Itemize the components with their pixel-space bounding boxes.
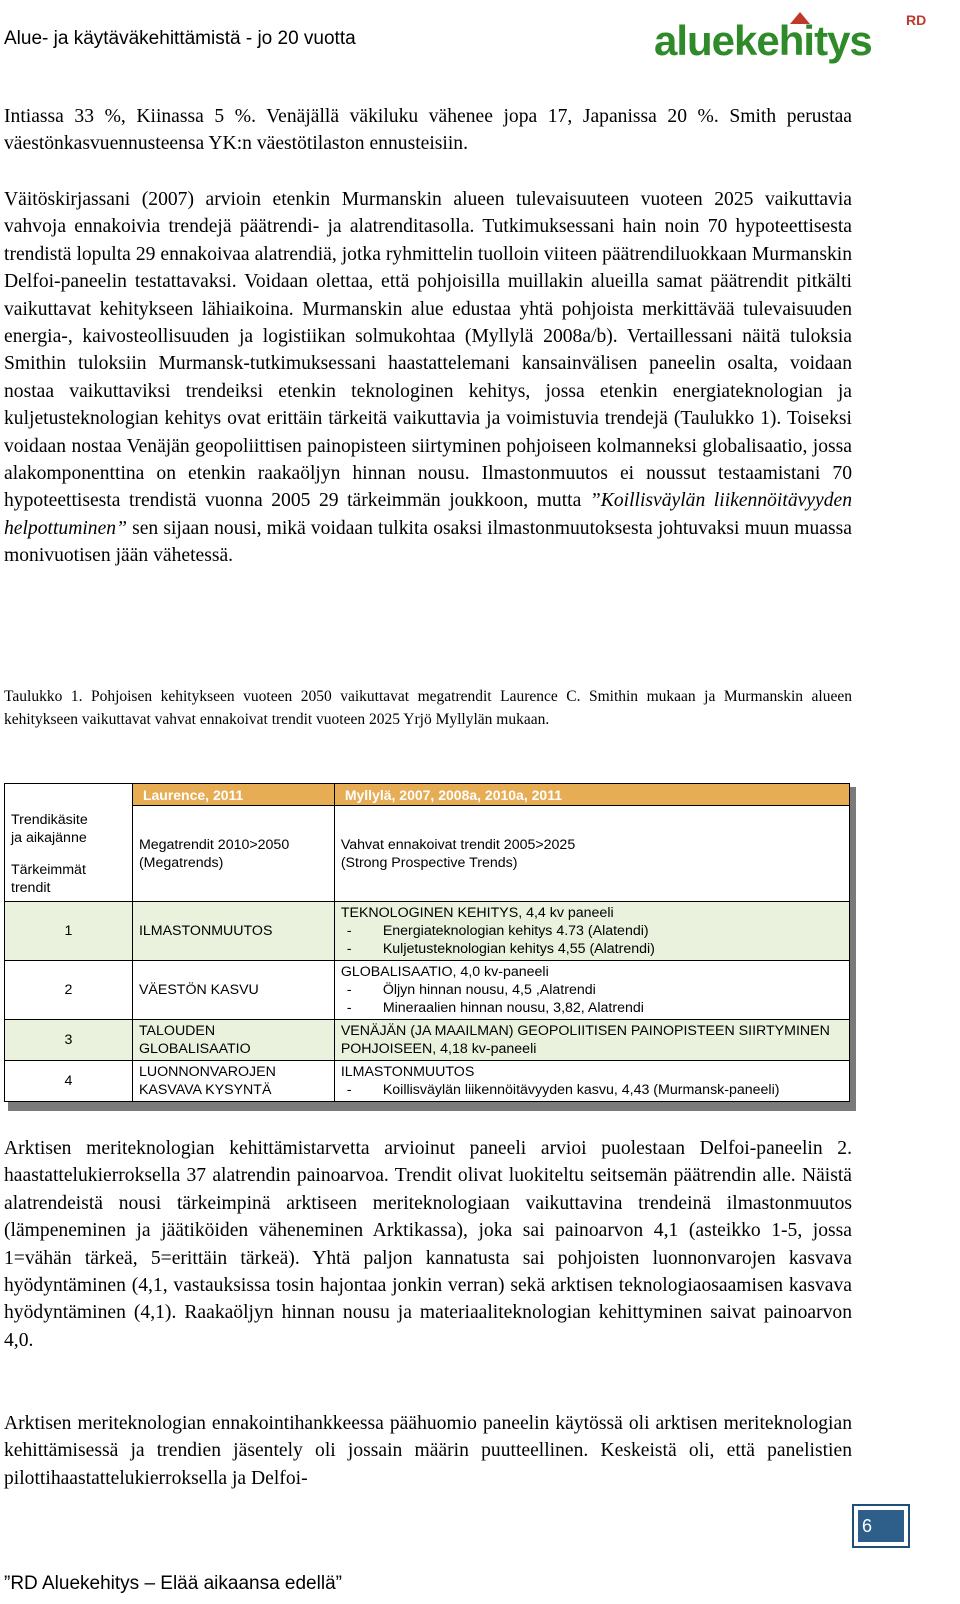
paragraph-2	[4, 186, 852, 570]
header-title: Alue- ja käytäväkehittämistä - jo 20 vuotta	[4, 28, 356, 49]
mega-head-line1: Megatrendit 2010>2050	[138, 837, 290, 853]
strong-head-line2: (Strong Prospective Trends)	[340, 855, 518, 871]
dash: -	[346, 1082, 352, 1098]
row-3-trend	[334, 1020, 849, 1061]
paragraph-1	[4, 103, 852, 158]
logo-rd: RD	[906, 12, 927, 28]
row-2-sub-2-text: Mineraalien hinnan nousu, 3,82, Alatrendi	[382, 1000, 644, 1016]
dash: -	[346, 941, 352, 957]
logo-arrow-icon	[790, 12, 810, 24]
aluekehitys-logo	[652, 12, 932, 64]
row-2-main: GLOBALISAATIO, 4,0 kv-paneeli	[340, 964, 549, 980]
footer-slogan: ”RD Aluekehitys – Elää aikaansa edellä”	[4, 1573, 342, 1594]
table-header-row	[5, 784, 850, 806]
row-3-mega: TALOUDEN GLOBALISAATIO	[132, 1020, 334, 1061]
paragraph-4	[4, 1410, 852, 1492]
row-2-sub-2	[341, 999, 843, 1017]
mega-head-line2: (Megatrends)	[138, 855, 224, 871]
paragraph-3-text: Arktisen meriteknologian kehittämistarvetta arvioinut paneeli arvioi puolestaan Delfoi-paneelin 2. haastattelukierroksella 37 alatrendin painoarvoa. Trendit olivat luokiteltu seitsemän päätrendin alle. Näistä alatrendeistä nousi tärkeimpinä arktiseen meriteknologiaan vaikuttavina trendeinä ilmastonmuutos (lämpeneminen ja jäätiköiden väheneminen Arktikassa), joka sai painoarvon 4,1 (asteikko 1-5, jossa 1=vähän tärkeä, 5=erittäin tärkeä). Yhtä paljon kannatusta sai pohjoisten luonnonvarojen kasvava hyödyntäminen (4,1, vastauksissa tosin hajontaa jonkin verran) sekä arktisen teknologiaosaamisen kasvava hyödyntäminen (4,1). Raakaöljyn hinnan nousu ja materiaaliteknologian kehittyminen saivat painoarvon 4,0.	[4, 1138, 852, 1351]
page-number: 6	[858, 1510, 904, 1542]
paragraph-2-part-1: Väitöskirjassani (2007) arvioin etenkin Murmanskin alueen tulevaisuuteen vuoteen 2025 vaikuttavia vahvoja ennakoivia trendejä päätrendi- ja alatrenditasolla. Tutkimuksessani hain noin 70 hypoteettisesta trendistä lopulta 29 ennakoivaa alatrendiä, jotka ryhmittelin tuolloin viiteen päätrendiluokkaan Murmanskin Delfoi-paneelin testattavaksi. Voidaan olettaa, että pohjoisilla muillakin alueilla samat päätrendit pitkälti vaikuttavat kehitykseen lähiaikoina. Murmanskin alue edustaa yhtä pohjoista merkittävää tulevaisuuden energia-, kaivosteollisuuden ja logistiikan solmukohtaa (Myllylä 2008a/b). Vertaillessani näitä tuloksia Smithin tuloksiin Murmansk-tutkimuksessani haastattelemani kansainvälisen paneelin osalta, voidaan nostaa vaikuttaviksi trendeiksi etenkin teknologinen kehitys, jossa etenkin energiateknologian ja kuljetusteknologian kehitys ovat erittäin tärkeitä vaikuttavia ja voimistuvia trendejä (Taulukko 1). Toiseksi voidaan nostaa Venäjän geopoliittisen painopisteen siirtyminen pohjoiseen kolmanneksi globalisaatio, jossa alakomponenttina on etenkin raakaöljyn hinnan nousu. Ilmastonmuutos ei noussut testaamistani 70 hypoteettisesta trendistä vuonna 2005 29 tärkeimmän joukkoon, mutta	[4, 189, 852, 512]
strong-head-line1: Vahvat ennakoivat trendit 2005>2025	[340, 837, 576, 853]
row-1-sub-1-text: Energiateknologian kehitys 4.73 (Alatendi)	[382, 923, 649, 939]
row-1-num: 1	[5, 902, 133, 961]
row-4-main: ILMASTONMUUTOS	[340, 1064, 475, 1080]
table-row	[5, 1020, 850, 1061]
table-header-col1	[5, 784, 133, 902]
row-4-mega: LUONNONVAROJEN KASVAVA KYSYNTÄ	[132, 1061, 334, 1102]
dash: -	[346, 923, 352, 939]
dash: -	[346, 1000, 352, 1016]
row-1-mega: ILMASTONMUUTOS	[132, 902, 334, 961]
paragraph-2-part-2: sen sijaan nousi, mikä voidaan tulkita osaksi ilmastonmuutoksesta johtuvaksi muun muassa monivuotisen jään vähetessä.	[4, 517, 852, 567]
row-2-trend	[334, 961, 849, 1020]
row-3-num: 3	[5, 1020, 133, 1061]
row-1-sub-2-text: Kuljetusteknologian kehitys 4,55 (Alatrendi)	[382, 941, 655, 957]
row-2-mega: VÄESTÖN KASVU	[132, 961, 334, 1020]
row-4-num: 4	[5, 1061, 133, 1102]
paragraph-2-text	[4, 186, 852, 570]
row-1-trend	[334, 902, 849, 961]
trend-table	[4, 783, 850, 1102]
row-4-trend	[334, 1061, 849, 1102]
row-2-num: 2	[5, 961, 133, 1020]
row-2-sub-1-text: Öljyn hinnan nousu, 4,5 ,Alatrendi	[382, 982, 596, 998]
col1-head-line1: Trendikäsite ja aikajänne	[11, 812, 88, 846]
page-number-box	[852, 1504, 910, 1548]
paragraph-1-text: Intiassa 33 %, Kiinassa 5 %. Venäjällä väkiluku vähenee jopa 17, Japanissa 20 %. Smith perustaa väestönkasvuennusteensa YK:n väestötilaston ennusteisiin.	[4, 106, 852, 155]
paragraph-2-italic: ”Koillisväylän liikennöitävyyden helpottuminen”	[4, 490, 852, 539]
table-row	[5, 961, 850, 1020]
row-4-sub-1	[341, 1081, 843, 1099]
table-header-myllyla: Myllylä, 2007, 2008a, 2010a, 2011	[334, 784, 849, 806]
table-header-laurence: Laurence, 2011	[132, 784, 334, 806]
table-row	[5, 1061, 850, 1102]
paragraph-4-text: Arktisen meriteknologian ennakointihankkeessa päähuomio paneelin käytössä oli arktisen meriteknologian kehittämisessä ja trendien jäsentely oli jossain määrin puutteellinen. Keskeistä oli, että panelistien pilottihaastattelukierroksella ja Delfoi-	[4, 1413, 852, 1489]
row-1-sub-2	[341, 940, 843, 958]
row-1-sub-1	[341, 922, 843, 940]
row-3-main: VENÄJÄN (JA MAAILMAN) GEOPOLIITISEN PAINOPISTEEN SIIRTYMINEN POHJOISEEN, 4,18 kv-paneeli	[340, 1023, 830, 1057]
paragraph-3	[4, 1135, 852, 1354]
table-row	[5, 902, 850, 961]
row-1-main: TEKNOLOGINEN KEHITYS, 4,4 kv paneeli	[340, 905, 614, 921]
table-caption: Taulukko 1. Pohjoisen kehitykseen vuoteen 2050 vaikuttavat megatrendit Laurence C. Smithin mukaan ja Murmanskin alueen kehitykseen vaikuttavat vahvat ennakoivat trendit vuoteen 2025 Yrjö Myllylän mukaan.	[4, 688, 852, 728]
table-subheader-strong	[334, 806, 849, 902]
dash: -	[346, 982, 352, 998]
table-subheader-mega	[132, 806, 334, 902]
row-2-sub-1	[341, 981, 843, 999]
row-4-sub-1-text: Koillisväylän liikennöitävyyden kasvu, 4,43 (Murmansk-paneeli)	[382, 1082, 780, 1098]
col1-head-line2: Tärkeimmät trendit	[11, 862, 86, 896]
logo-text: aluekehitys	[654, 17, 872, 64]
